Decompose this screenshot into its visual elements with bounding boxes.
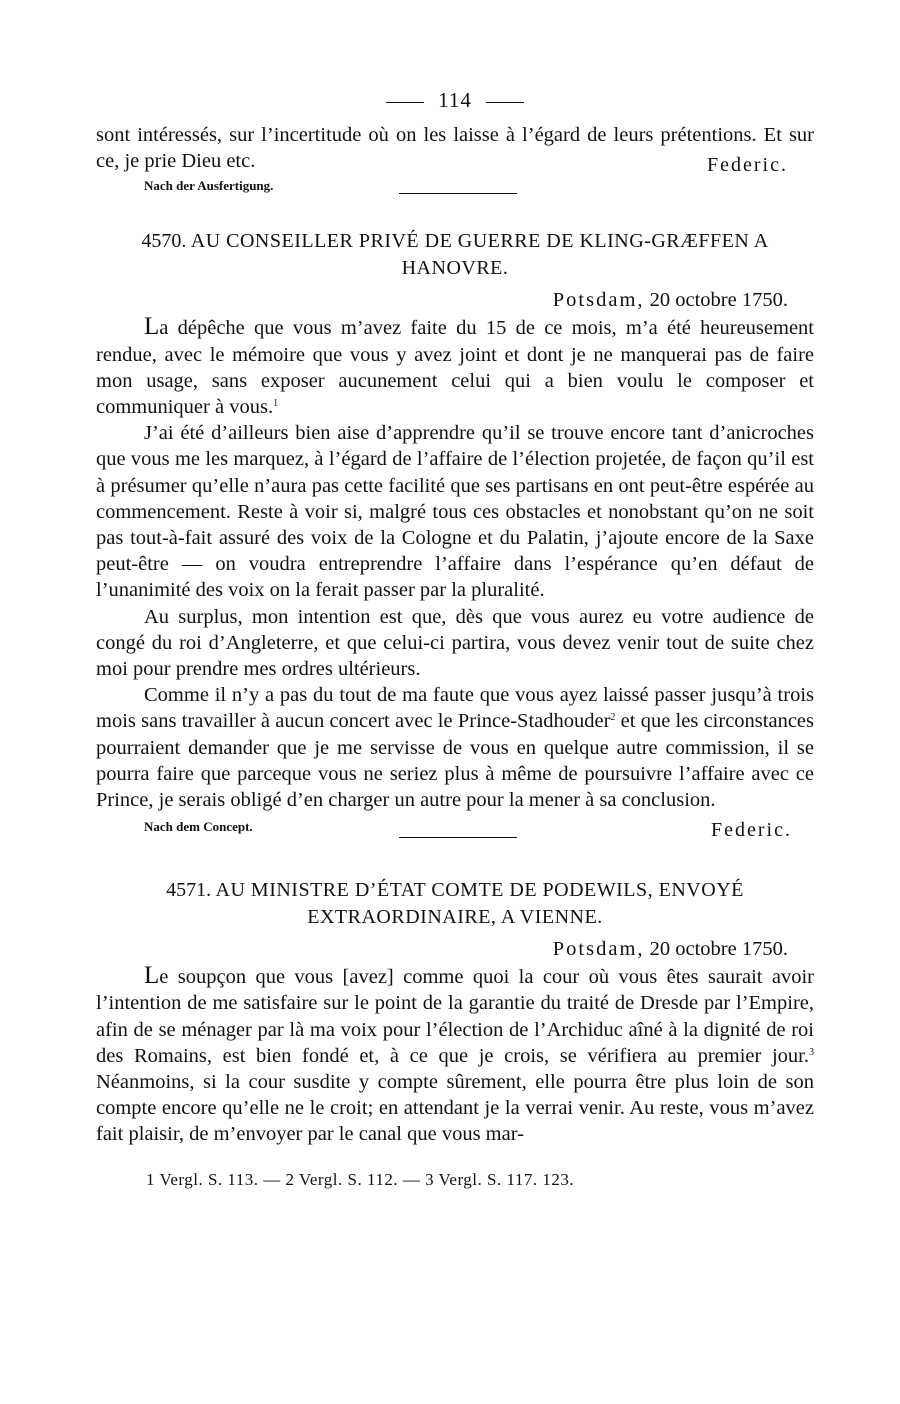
page-number-dash-right [486, 102, 524, 103]
letter-4570-title: AU CONSEILLER PRIVÉ DE GUERRE DE KLING-GRÆFFEN A HANOVRE. [190, 230, 769, 280]
continuation-source: Nach der Ausfertigung. [144, 178, 274, 194]
letter-4571-heading [96, 877, 814, 931]
letter-4570-paragraph-3: Au surplus, mon intention est que, dès que vous aurez eu votre audience de congé du roi d’Angleterre, et que celui-ci partira, vous devez venir tout de suite chez moi pour prendre mes ordres ultérieurs. [96, 605, 814, 681]
letter-4571-paragraph-1: Le soupçon que vous [avez] comme quoi la cour où vous êtes saurait avoir l’intention de me satisfaire sur le point de la garantie du traité de Dresde par l’Empire, afin de se ménager par là ma voix pour l’élection de l’Archiduc aîné à la dignité de roi des Romains, est bien fondé et, à ce que je crois, se vérifiera au premier jour.$^3$ Néanmoins, si la cour susdite y compte sûrement, elle pourra être plus loin de son compte encore qu’elle ne le croit; en attendant je la verrai venir. Au reste, vous m’avez fait plaisir, de m’envoyer par le canal que vous mar- [96, 962, 814, 1146]
document-page [96, 88, 814, 1190]
letter-4570-source: Nach dem Concept. [144, 819, 253, 835]
letter-4570-number: 4570. [141, 230, 187, 253]
page-number-dash-left [386, 102, 424, 103]
separator-rule [399, 837, 517, 838]
continuation-signature: Federic. [707, 154, 788, 176]
letter-4570-signature: Federic. [711, 819, 792, 842]
letter-4571-dateline: Potsdam, 20 octobre 1750. [552, 938, 788, 961]
footnotes: 1 Vergl. S. 113. — 2 Vergl. S. 112. — 3 Vergl. S. 117. 123. [146, 1169, 575, 1189]
continuation-text: sont intéressés, sur l’incertitude où on les laisse à l’égard de leurs prétentions. Et sur ce, je prie Dieu etc. [96, 124, 814, 173]
letter-4571-title: AU MINISTRE D’ÉTAT COMTE DE PODEWILS, ENVOYÉ EXTRAORDINAIRE, A VIENNE. [215, 879, 744, 929]
letter-4571-number: 4571. [166, 879, 212, 902]
separator-rule [399, 193, 517, 194]
letter-4571 [96, 877, 814, 1147]
letter-4570-paragraph-1: La dépêche que vous m’avez faite du 15 de ce mois, m’a été heureusement rendue, avec le mémoire que vous y avez joint et dont je ne manquerai pas de faire mon usage, sans exposer aucunement celui qui a bien voulu le composer et communiquer à vous.$^1$ [96, 313, 814, 419]
letter-4570-dateline: Potsdam, 20 octobre 1750. [552, 289, 788, 312]
continuation-block [96, 122, 814, 202]
letter-4570-heading [96, 228, 814, 282]
letter-4570-paragraph-2: J’ai été d’ailleurs bien aise d’apprendre qu’il se trouve encore tant d’anicroches que vous me les marquez, à l’égard de l’affaire de l’élection projetée, de façon qu’il est à présumer qu’elle n’aura pas cette facilité que ses partisans en ont peut-être espérée au commencement. Reste à voir si, malgré tous ces obstacles et nonobstant qu’on ne soit pas tout-à-fait assuré des voix de la Cologne et du Palatin, j’ajoute encore de la Saxe peut-être — on voudra entreprendre l’affaire dans l’espérance qu’en défaut de l’unanimité des voix on la ferait passer par la pluralité. [96, 422, 814, 602]
letter-4570 [96, 228, 814, 847]
letter-4570-paragraph-4: Comme il n’y a pas du tout de ma faute que vous ayez laissé passer jusqu’à trois mois sans travailler à aucun concert avec le Prince-Stadhouder$^2$ et que les circonstances pourraient demander que je me servisse de vous en quelque autre commission, il se pourra faire que parceque vous ne seriez plus à même de poursuivre l’affaire avec ce Prince, je serais obligé d’en charger un autre pour la mener à sa conclusion. [96, 684, 814, 812]
page-number: 114 [96, 88, 814, 122]
